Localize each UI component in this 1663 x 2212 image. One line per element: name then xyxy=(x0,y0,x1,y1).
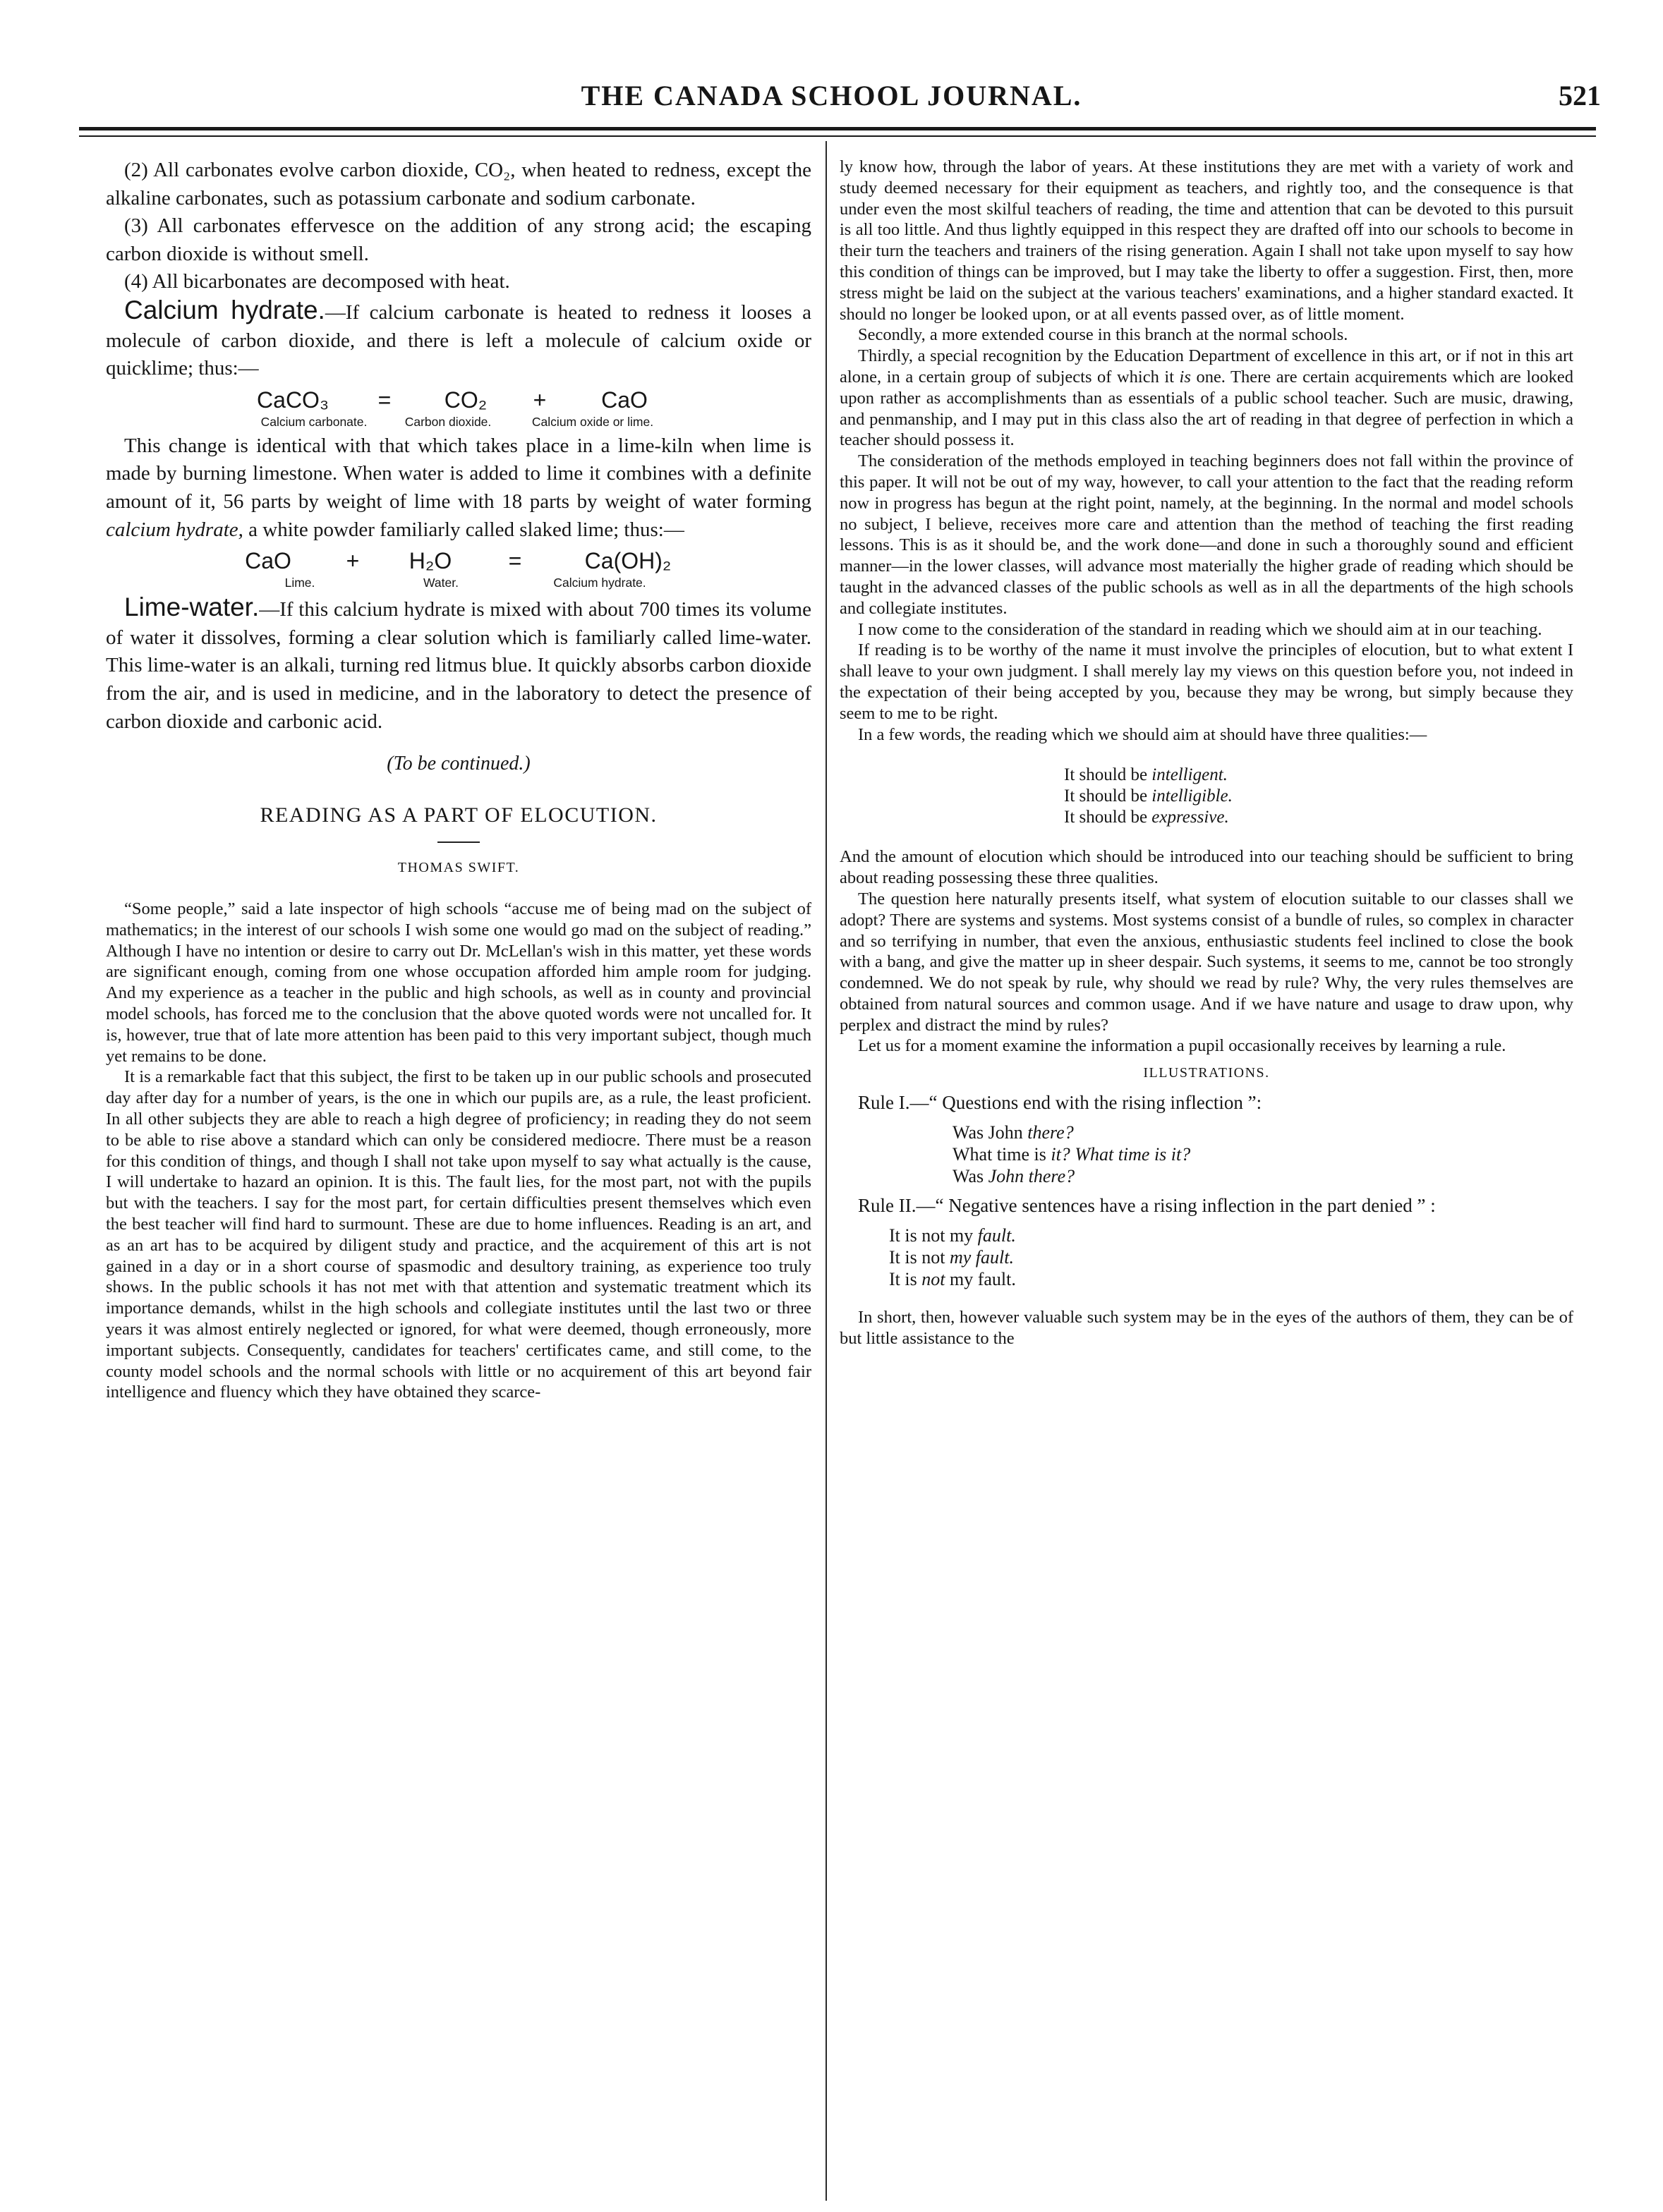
rule-one-examples xyxy=(953,1122,1573,1187)
illustrations-heading: ILLUSTRATIONS. xyxy=(1143,1065,1270,1081)
formula-slaking xyxy=(106,548,811,590)
formula-label: Calcium oxide or lime. xyxy=(531,414,654,429)
formula-label: Calcium carbonate. xyxy=(260,414,368,429)
page-number: 521 xyxy=(1559,80,1601,111)
list-item: Was John there? xyxy=(953,1166,1075,1187)
paragraph-standard: I now come to the consideration of the standard in reading which we should aim at in our teaching. xyxy=(858,619,1542,639)
formula-term: CaCO₃ xyxy=(257,387,329,413)
rule-two-examples xyxy=(889,1224,1573,1290)
paragraph-thirdly: Thirdly, a special recognition by the Education Department of excellence in this art, or if not in this art alone, in a certain group of subjects of which it is one. There are certain acquirements which are looked upon rather as accomplishments than as essentials of a public school teacher. Such are music, drawing, and penmanship, and I may put in this class also the art of reading in that degree of perfection in which a teacher should possess it. xyxy=(840,346,1574,450)
right-column xyxy=(840,157,1573,1349)
list-item: It should be intelligent. xyxy=(1064,765,1228,785)
formula-operator: + xyxy=(346,548,360,574)
page-title: THE CANADA SCHOOL JOURNAL. xyxy=(581,80,1082,111)
article-title: READING AS A PART OF ELOCUTION. xyxy=(260,803,658,827)
paragraph-in-short: In short, then, however valuable such system may be in the eyes of the authors of them, they can be of but little assistance to the xyxy=(840,1308,1573,1349)
paragraph-moment: Let us for a moment examine the information a pupil occasionally receives by learning a rule. xyxy=(858,1036,1506,1056)
formula-term: H₂O xyxy=(409,548,452,574)
paragraph-carbonates-4: (4) All bicarbonates are decomposed with heat. xyxy=(124,270,510,293)
list-item: Was John there? xyxy=(953,1122,1074,1143)
list-item: It should be intelligible. xyxy=(1064,786,1233,806)
lime-water-heading: Lime-water. xyxy=(124,592,260,622)
calcium-hydrate-text: —If calcium carbonate is heated to redness it looses a molecule of carbon dioxide, and there is left a molecule of calcium oxide or quicklime; thus:— xyxy=(106,300,811,380)
column-divider xyxy=(826,141,827,2201)
rule-one: Rule I.—“ Questions end with the rising inflection ”: xyxy=(858,1092,1262,1114)
header-rule-thin xyxy=(79,135,1596,137)
header-rule-thick xyxy=(79,127,1596,130)
formula-label: Water. xyxy=(423,576,459,590)
paragraph-amount: And the amount of elocution which should be introduced into our teaching should be sufficient to bring about reading possessing these three qualities. xyxy=(840,847,1573,888)
paragraph-lime-kiln: This change is identical with that which takes place in a lime-kiln when lime is made by burning limestone. When water is added to lime it combines with a definite amount of it, 56 parts by weight of lime with 18 parts by weight of water forming calcium hydrate, a white powder familiarly called slaked lime; thus:— xyxy=(106,434,811,541)
paragraph-worthy: If reading is to be worthy of the name it must involve the principles of elocution, but to what extent I shall leave to your own judgment. I shall merely lay my views on this question before you, not indeed in the expectation of their being accepted by you, because they may be wrong, but simply because they seem to me to be right. xyxy=(840,640,1573,723)
paragraph-few-words: In a few words, the reading which we should aim at should have three qualities:— xyxy=(858,724,1427,744)
formula-term: Ca(OH)₂ xyxy=(584,548,672,574)
list-item: It is not my fault. xyxy=(889,1225,1016,1246)
formula-calcination xyxy=(106,387,811,430)
calcium-hydrate-heading: Calcium hydrate. xyxy=(124,295,325,324)
formula-operator: + xyxy=(533,387,547,413)
rule-two: Rule II.—“ Negative sentences have a rising inflection in the part denied ” : xyxy=(858,1195,1436,1217)
left-column xyxy=(106,157,811,1403)
paragraph-remarkable: It is a remarkable fact that this subject, the first to be taken up in our public schools and prosecuted day after day for a number of years, is the one in which our pupils are, as a rule, the least proficient. In all other subjects they are able to reach a high degree of proficiency; in reading they do not seem to be able to rise above a standard which can only be considered mediocre. There must be a reason for this condition of things, and though I shall not take upon myself to say what actually is the cause, I will undertake to hazard an opinion. It is this. The fault lies, for the most part, not with the pupils but with the teachers. I say for the most part, for certain difficulties present themselves which even the best teacher will find hard to surmount. These are due to home influences. Reading is an art, and as an art has to be acquired by diligent study and practice, and the acquirement of this art is not gained in a day or in a short course of spasmodic and desultory training, as experience too truly shows. In the public schools it has not met with that attention and systematic treatment which its importance demands, whilst in the high schools and collegiate institutes until the last two or three years it was almost entirely neglected or ignored, for what were deemed, though erroneously, more important subjects. Consequently, candidates for teachers' certificates came, and still come, to the county model schools and the normal schools with little or no acquirement of this art beyond fair intelligence and fluency which they have obtained they scarce- xyxy=(106,1067,811,1402)
formula-term: CaO xyxy=(601,387,648,413)
paragraph-carbonates-3: (3) All carbonates effervesce on the addition of any strong acid; the escaping carbon dioxide is without smell. xyxy=(106,214,811,265)
paragraph-carbonates-2: (2) All carbonates evolve carbon dioxide, CO₂, when heated to redness, except the alkaline carbonates, such as potassium carbonate and sodium carbonate. xyxy=(106,159,811,209)
list-item: It should be expressive. xyxy=(1064,808,1229,827)
article-author: THOMAS SWIFT. xyxy=(397,860,520,876)
formula-label: Carbon dioxide. xyxy=(404,414,492,429)
formula-operator: = xyxy=(508,548,522,574)
paragraph-calcium-hydrate xyxy=(106,296,811,383)
formula-label: Lime. xyxy=(284,576,315,590)
formula-label: Calcium hydrate. xyxy=(553,576,646,590)
paragraph-secondly: Secondly, a more extended course in this branch at the normal schools. xyxy=(858,325,1348,345)
to-be-continued: (To be continued.) xyxy=(387,753,531,775)
paragraph-question: The question here naturally presents itself, what system of elocution suitable to our classes shall we adopt? There are systems and systems. Most systems consist of a bundle of rules, so complex in character and so terrifying in number, that even the anxious, enthusiastic students feel inclined to close the book with a bang, and give the matter up in sheer despair. Such systems, it seems to me, cannot be too strongly condemned. We do not speak by rule, why should we read by rule? Why, the very rules themselves are obtained from natural sources and common usage. And if we have nature and usage to draw upon, why perplex and distract the mind by rules? xyxy=(840,889,1573,1035)
list-item: It is not my fault. xyxy=(889,1269,1016,1290)
qualities-list xyxy=(1064,765,1573,828)
paragraph-methods: The consideration of the methods employed in teaching beginners does not fall within the province of this paper. It will not be out of my way, however, to call your attention to the fact that the reading reform now in progress has begun at the right point, namely, at the beginning. In the normal and model schools no subject, I believe, receives more care and attention than the method of teaching the first reading lessons. This is as it should be, and the work done—and done in such a thoroughly sound and efficient manner—in the lower classes, will advance most materially the higher grade of reading which should be taught in the advanced classes of the public schools as well as in all the departments of the high schools and collegiate institutes. xyxy=(840,451,1573,618)
formula-operator: = xyxy=(377,387,392,413)
paragraph-intro: “Some people,” said a late inspector of high schools “accuse me of being mad on the subject of mathematics; in the interest of our schools I wish some one would go mad on the subject of reading.” Although I have no intention or desire to carry out Dr. McLellan's wish in this matter, yet these words are significant enough, coming from one whose occupation afforded him ample room for judging. And my experience as a teacher in the public and high schools, as well as in county and provincial model schools, has forced me to the conclusion that the above quoted words were not uncalled for. It is, however, true that of late more attention has been paid to this very important subject, though much yet remains to be done. xyxy=(106,899,811,1066)
list-item: What time is it? What time is it? xyxy=(953,1144,1191,1165)
list-item: It is not my fault. xyxy=(889,1247,1014,1268)
paragraph-lime-water xyxy=(106,593,811,736)
formula-term: CaO xyxy=(245,548,291,574)
formula-term: CO₂ xyxy=(444,387,488,413)
title-rule xyxy=(437,841,480,843)
paragraph-continued: ly know how, through the labor of years. At these institutions they are met with a variety of work and study deemed necessary for their equipment as teachers, and rightly too, and the consequence is that under even the most skilful teachers of reading, the time and attention that can be devoted to this pursuit is all too little. And thus lightly equipped in this respect they are drafted off into our schools to become in their turn the teachers and trainers of the rising generation. Again I shall not take upon myself to say how this condition of things can be improved, but I may take the liberty to offer a suggestion. First, then, more stress might be laid on the subject at the various teachers' examinations, and a higher standard exacted. It should no longer be looked upon, or at all events passed over, as of little moment. xyxy=(840,157,1573,324)
lime-water-text: —If this calcium hydrate is mixed with about 700 times its volume of water it dissolves, forming a clear solution which is familiarly called lime-water. This lime-water is an alkali, turning red litmus blue. It quickly absorbs carbon dioxide from the air, and is used in medicine, and in the laboratory to detect the presence of carbon dioxide and carbonic acid. xyxy=(106,598,811,733)
